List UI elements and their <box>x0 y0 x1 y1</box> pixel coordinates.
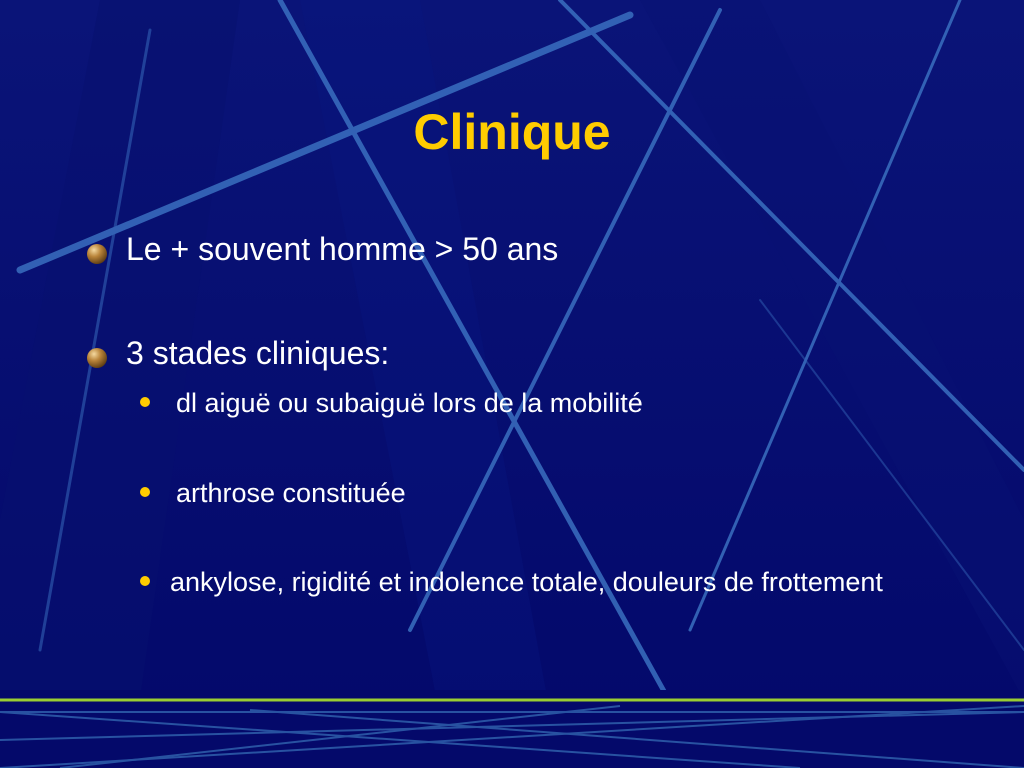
yellow-dot-bullet-icon <box>140 487 150 497</box>
slide-title: Clinique <box>413 104 611 160</box>
yellow-dot-bullet-icon <box>140 397 150 407</box>
sub-bullet-label: dl aiguë ou subaiguë lors de la mobilité <box>176 388 643 418</box>
sub-bullet-label: arthrose constituée <box>176 478 406 508</box>
sub-bullet-label: ankylose, rigidité et indolence totale, douleurs de frottement <box>170 567 883 597</box>
bullet-label: Le + souvent homme > 50 ans <box>126 231 559 267</box>
bronze-sphere-bullet-icon <box>86 347 108 369</box>
bullet-label: 3 stades cliniques: <box>126 335 390 371</box>
yellow-dot-bullet-icon <box>140 576 150 586</box>
bronze-sphere-bullet-icon <box>86 243 108 265</box>
